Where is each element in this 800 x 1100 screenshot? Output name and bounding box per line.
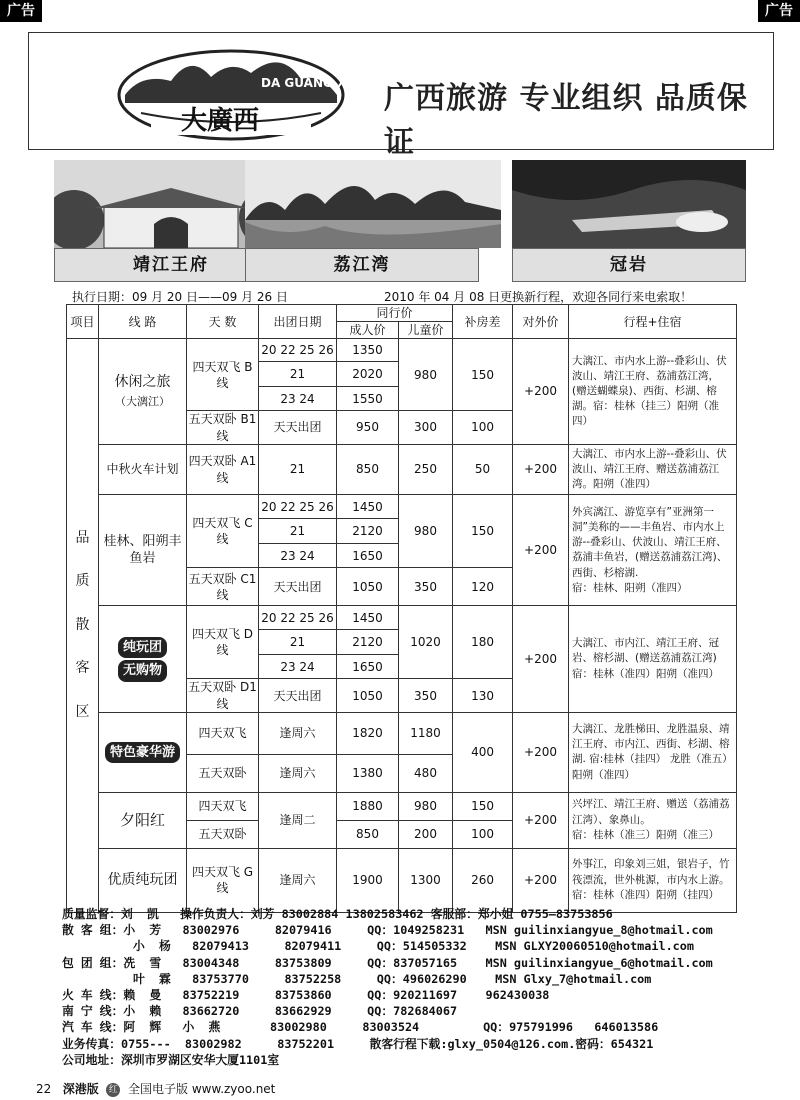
desc-r7: 外事江，印象刘三姐，银岩子，竹筏漂流，世外桃源，市内水上游。宿：桂林（准四）阳朔（挂四） [569,848,737,912]
external-r1: +200 [513,339,569,444]
date-r3-2: 23 24 [259,544,337,568]
days-r7: 四天双飞 G 线 [187,848,259,912]
adult-r4-0: 1450 [337,606,399,630]
desc-r1: 大漓江、市内水上游--叠彩山、伏波山、靖江王府、荔浦荔江湾，(赠送蝴蝶泉)、西街、杉湖、榕湖。宿：桂林（挂三）阳朔（准四） [569,339,737,444]
photo-label-jingjiang: 靖江王府 [54,248,288,282]
photo-guanyan [512,160,746,282]
room-r3: 150 [453,495,513,568]
ad-tag-right: 广告 [758,0,800,22]
date-r4-0: 20 22 25 26 [259,606,337,630]
days-r2: 四天双卧 A1 线 [187,444,259,495]
contact-line: 包 团 组：冼 雪 83004348 83753809 QQ：837057165 MSN guilinxiangyue_6@hotmail.com [62,955,713,970]
cave-image [512,160,746,248]
ad-tag-left: 广告 [0,0,42,22]
room-r1: 150 [453,339,513,411]
adult-r4-2: 1650 [337,655,399,679]
room-r5: 400 [453,712,513,792]
header-date: 出团日期 [259,305,337,339]
contact-line: 小 杨 82079413 82079411 QQ：514505332 MSN GLXY20060510@hotmail.com [62,939,694,954]
header-adult: 成人价 [337,322,399,339]
header-external: 对外价 [513,305,569,339]
days-r1b: 五天双卧 B1 线 [187,411,259,444]
price-table [66,304,737,913]
adult-r1-0: 1350 [337,339,399,362]
photo-label-lijiang: 荔江湾 [245,248,479,282]
child-r5b: 480 [399,754,453,792]
date-r3b: 天天出团 [259,568,337,606]
logo-cn: 大廣西 [181,106,260,136]
date-r1-2: 23 24 [259,387,337,411]
adult-r3-0: 1450 [337,495,399,519]
adult-r5a: 1820 [337,712,399,754]
room-r4b: 130 [453,679,513,712]
edition: 深港版 [62,1082,99,1096]
adult-r6a: 1880 [337,792,399,820]
adult-r3b: 1050 [337,568,399,606]
date-r4b: 天天出团 [259,679,337,712]
contact-line: 叶 霖 83753770 83752258 QQ：496026290 MSN Glxy_7@hotmail.com [62,971,652,986]
days-r5b: 五天双卧 [187,754,259,792]
route-r3: 桂林、阳朔丰鱼岩 [99,495,187,606]
desc-r6: 兴坪江、靖江王府、赠送（荔浦荔江湾）、象鼻山。 宿：桂林（准三）阳朔（准三） [569,792,737,848]
child-r3: 980 [399,495,453,568]
photo-label-guanyan: 冠岩 [512,248,746,282]
desc-r3: 外宾漓江、游览享有”亚洲第一洞”美称的——丰鱼岩、市内水上游--叠彩山、伏波山、靖江王府、荔浦丰鱼岩，(赠送荔浦荔江湾)、西街、杉榕湖. 宿：桂林、阳朔（准四） [569,495,737,606]
route-r7: 优质纯玩团 [99,848,187,912]
banner [28,32,774,160]
room-r6b: 100 [453,820,513,848]
logo-latin: DA GUANG XI [261,76,351,90]
days-r5a: 四天双飞 [187,712,259,754]
route-r4: 纯玩团 无购物 [99,606,187,712]
slogan: 广西旅游 专业组织 品质保证 [384,81,748,160]
child-r6a: 980 [399,792,453,820]
external-r6: +200 [513,792,569,848]
page-number: 22 [36,1082,52,1096]
section-label: 品质散客区 [67,339,99,912]
room-r1b: 100 [453,411,513,444]
karst-river-image [245,160,501,248]
adult-r4-1: 2120 [337,630,399,655]
edition-circle-icon: 红 [106,1083,120,1097]
days-r4b: 五天双卧 D1 线 [188,680,257,711]
child-r1: 980 [399,339,453,411]
date-r5b: 逢周六 [259,754,337,792]
child-r2: 250 [399,444,453,495]
company-logo [111,43,351,143]
child-r1b: 300 [399,411,453,444]
contact-block [62,906,762,1068]
adult-r3-2: 1650 [337,544,399,568]
child-r4b: 350 [399,679,453,712]
contact-line: 散 客 组：小 芳 83002976 82079416 QQ：1049258231 MSN guilinxiangyue_8@hotmail.com [62,923,713,938]
child-r4: 1020 [399,606,453,679]
route-r5: 特色豪华游 [99,712,187,792]
room-r7: 260 [453,848,513,912]
external-r7: +200 [513,848,569,912]
date-r1-0: 20 22 25 26 [259,339,337,362]
update-notice: 2010 年 04 月 08 日更换新行程，欢迎各同行来电索取！ [384,290,693,304]
page-footer [36,1080,275,1097]
route-r2: 中秋火车计划 [99,444,187,495]
child-r5a: 1180 [399,712,453,754]
adult-r1b: 950 [337,411,399,444]
adult-r1-1: 2020 [337,362,399,387]
date-r4-1: 21 [259,630,337,655]
days-r1a: 四天双飞 B 线 [187,339,259,411]
site-link[interactable]: 全国电子版 www.zyoo.net [128,1082,276,1096]
header-route: 线 路 [99,305,187,339]
contact-line: 南 宁 线：小 赖 83662720 83662929 QQ：782684067 [62,1004,458,1019]
adult-r4b: 1050 [337,679,399,712]
header-item: 项目 [67,305,99,339]
adult-r3-1: 2120 [337,519,399,544]
adult-r2: 850 [337,444,399,495]
route-r6: 夕阳红 [99,792,187,848]
room-r4: 180 [453,606,513,679]
days-r6b: 五天双卧 [187,820,259,848]
contact-line: 汽 车 线：阿 辉 小 燕 83002980 83003524 QQ：975791996 646013586 [62,1020,659,1035]
adult-r7: 1900 [337,848,399,912]
photo-strip [54,160,746,282]
child-r7: 1300 [399,848,453,912]
photo-lijiang-bay [245,160,479,282]
contact-line: 公司地址：深圳市罗湖区安华大厦1101室 [62,1052,280,1067]
room-r3b: 120 [453,568,513,606]
contact-line: 火 车 线：赖 曼 83752219 83753860 QQ：920211697 962430038 [62,988,550,1003]
desc-r5: 大漓江、龙胜梯田、龙胜温泉、靖江王府、市内江、西街、杉湖、榕湖. 宿:桂林（挂四） 龙胜（准五）阳朔（准四） [569,712,737,792]
date-r7: 逢周六 [259,848,337,912]
adult-r6b: 850 [337,820,399,848]
external-r5: +200 [513,712,569,792]
execution-date: 执行日期：09 月 20 日——09 月 26 日 [72,290,288,304]
date-r6: 逢周二 [259,792,337,848]
date-r3-1: 21 [259,519,337,544]
date-r1b: 天天出团 [259,411,337,444]
external-r3: +200 [513,495,569,606]
desc-r4: 大漓江、市内江、靖江王府、冠岩、榕杉湖、(赠送荔浦荔江湾) 宿：桂林（准四）阳朔（准四） [569,606,737,712]
header-itinerary: 行程+住宿 [569,305,737,339]
date-r5a: 逢周六 [259,712,337,754]
external-r2: +200 [513,444,569,495]
header-days: 天 数 [187,305,259,339]
days-r6a: 四天双飞 [187,792,259,820]
child-r3b: 350 [399,568,453,606]
child-r6b: 200 [399,820,453,848]
date-r1-1: 21 [259,362,337,387]
header-peer-price: 同行价 [337,305,453,322]
contact-line: 业务传真：0755--- 83002982 83752201 散客行程下载:glxy_0504@126.com.密码：654321 [62,1036,654,1051]
days-r4a: 四天双飞 D 线 [187,606,259,679]
header-child: 儿童价 [399,322,453,339]
external-r4: +200 [513,606,569,712]
contact-line: 质量监督：刘 凯 操作负责人：刘芳 83002884 13802583462 客服部：郑小姐 0755—83753856 [62,907,613,921]
room-r2: 50 [453,444,513,495]
date-r2: 21 [259,444,337,495]
header-room: 补房差 [453,305,513,339]
days-r3a: 四天双飞 C 线 [187,495,259,568]
date-r3-0: 20 22 25 26 [259,495,337,519]
route-r1: 休闲之旅 （大漓江） [99,339,187,444]
date-r4-2: 23 24 [259,655,337,679]
adult-r1-2: 1550 [337,387,399,411]
adult-r5b: 1380 [337,754,399,792]
days-r3b: 五天双卧 C1 线 [187,568,259,606]
room-r6a: 150 [453,792,513,820]
desc-r2: 大漓江、市内水上游--叠彩山、伏波山、靖江王府、赠送荔浦荔江湾。阳朔（准四） [569,444,737,495]
